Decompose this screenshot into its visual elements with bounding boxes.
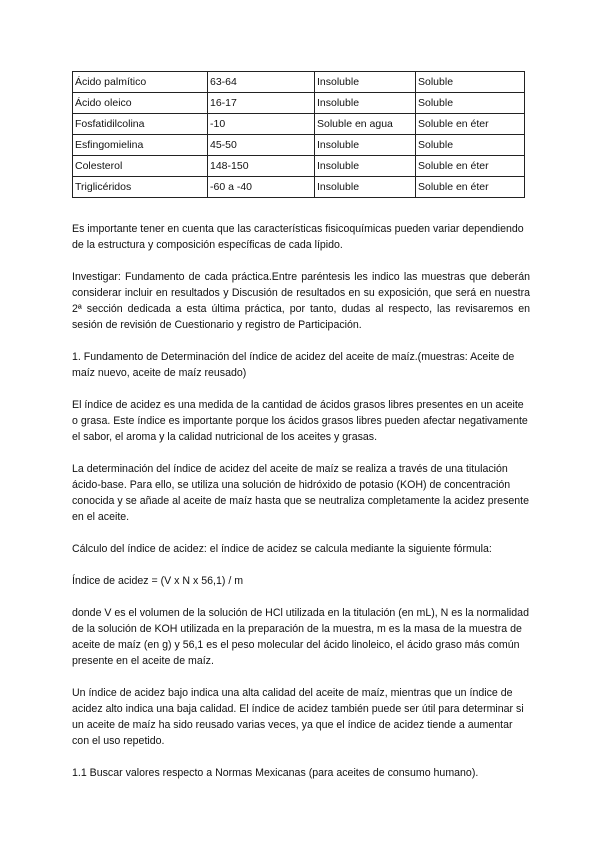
table-cell: Insoluble	[315, 72, 416, 93]
paragraph-characteristics-note: Es importante tener en cuenta que las características fisicoquímicas pueden variar dependiendo de la estructura y composición específicas de cada lípido.	[72, 223, 524, 251]
paragraph-titration-method: La determinación del índice de acidez del aceite de maíz se realiza a través de una titulación ácido-base. Para ello, se utiliza una solución de hidróxido de potasio (KOH) de concentración conocida y se añade al aceite de maíz hasta que se neutraliza completamente la acidez presente en el aceite.	[72, 463, 529, 523]
table-cell: 16-17	[208, 93, 315, 114]
paragraph-acid-index-definition: El índice de acidez es una medida de la cantidad de ácidos grasos libres presentes en un aceite o grasa. Este índice es importante porque los ácidos grasos libres pueden afectar negativamente el sabor, el aroma y la calidad nutricional de los aceites y grasas.	[72, 399, 528, 443]
table-cell: Esfingomielina	[73, 135, 208, 156]
table-cell: Insoluble	[315, 135, 416, 156]
paragraph-quality-interpretation: Un índice de acidez bajo indica una alta calidad del aceite de maíz, mientras que un índice de acidez alto indica una baja calidad. El índice de acidez también puede ser útil para determinar si un aceite de maíz ha sido reusado varias veces, ya que el índice de acidez tiende a aumentar con el uso repetido.	[72, 687, 524, 747]
table-cell: Soluble en agua	[315, 114, 416, 135]
table-row	[73, 72, 525, 93]
section-heading-mexican-norms: 1.1 Buscar valores respecto a Normas Mexicanas (para aceites de consumo humano).	[72, 767, 479, 779]
lipid-properties-table	[72, 71, 525, 198]
table-cell: Soluble	[416, 135, 525, 156]
table-cell: -10	[208, 114, 315, 135]
table-row	[73, 93, 525, 114]
table-row	[73, 156, 525, 177]
table-cell: Soluble	[416, 93, 525, 114]
table-cell: Fosfatidilcolina	[73, 114, 208, 135]
paragraph-formula-variables: donde V es el volumen de la solución de HCl utilizada en la titulación (en mL), N es la normalidad de la solución de KOH utilizada en la preparación de la muestra, m es la masa de la muestra de aceite de maíz (en g) y 56,1 es el peso molecular del ácido linoleico, el ácido graso más común presente en el aceite de maíz.	[72, 607, 529, 667]
table-cell: Ácido oleico	[73, 93, 208, 114]
body-text	[72, 221, 530, 797]
table-cell: Insoluble	[315, 177, 416, 198]
acid-index-formula: Índice de acidez = (V x N x 56,1) / m	[72, 575, 244, 587]
table-row	[73, 114, 525, 135]
table-row	[73, 135, 525, 156]
table-cell: Soluble en éter	[416, 177, 525, 198]
table-cell: Ácido palmítico	[73, 72, 208, 93]
table-cell: Insoluble	[315, 156, 416, 177]
table-cell: Colesterol	[73, 156, 208, 177]
paragraph-calculation-intro: Cálculo del índice de acidez: el índice de acidez se calcula mediante la siguiente fórmula:	[72, 543, 492, 555]
table-cell: Soluble en éter	[416, 156, 525, 177]
table-cell: 148-150	[208, 156, 315, 177]
table-cell: Soluble	[416, 72, 525, 93]
table-cell: 63-64	[208, 72, 315, 93]
section-heading-acid-index: 1. Fundamento de Determinación del índice de acidez del aceite de maíz.(muestras: Aceite de maíz nuevo, aceite de maíz reusado)	[72, 351, 515, 379]
table-row	[73, 177, 525, 198]
paragraph-investigate-instructions: Investigar: Fundamento de cada práctica.Entre paréntesis les indico las muestras que deberán considerar incluir en resultados y Discusión de resultados en su exposición, que será en nuestra 2ª sección dedicada a esta última práctica, por tanto, dudas al respecto, las revisaremos en sesión de revisión de Cuestionario y registro de Participación.	[72, 271, 530, 331]
table-cell: Triglicéridos	[73, 177, 208, 198]
table-cell: 45-50	[208, 135, 315, 156]
table-cell: Soluble en éter	[416, 114, 525, 135]
table-cell: Insoluble	[315, 93, 416, 114]
table-cell: -60 a -40	[208, 177, 315, 198]
